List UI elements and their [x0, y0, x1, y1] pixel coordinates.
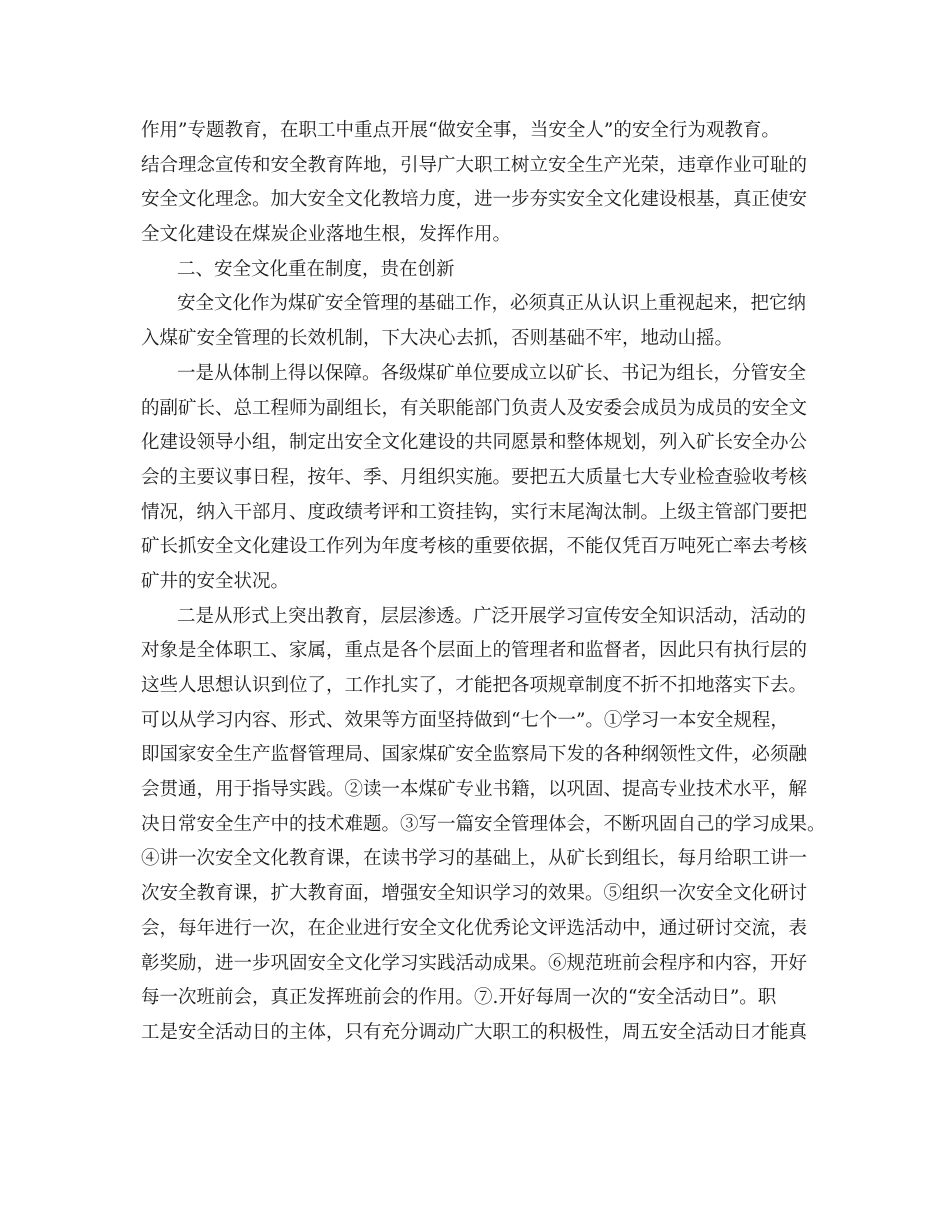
text-line: 决日常安全生产中的技术难题。③写一篇安全管理体会，不断巩固自己的学习成果。 [141, 813, 826, 835]
text-line: 入煤矿安全管理的长效机制，下大决心去抓，否则基础不牢，地动山摇。 [141, 328, 734, 350]
text-line: 安全文化理念。加大安全文化教培力度，进一步夯实安全文化建设根基，真正使安 [141, 189, 808, 211]
text-line: 情况，纳入干部月、度政绩考评和工资挂钩，实行末尾淘汰制。上级主管部门要把 [141, 501, 808, 523]
text-line: 矿井的安全状况。 [141, 570, 290, 592]
text-line: 一是从体制上得以保障。各级煤矿单位要成立以矿长、书记为组长，分管安全 [177, 362, 807, 384]
text-line: 即国家安全生产监督管理局、国家煤矿安全监察局下发的各种纲领性文件，必须融 [141, 744, 808, 766]
text-line: 可以从学习内容、形式、效果等方面坚持做到“七个一”。①学习一本安全规程， [141, 709, 789, 731]
text-line: 会贯通，用于指导实践。②读一本煤矿专业书籍，以巩固、提高专业技术水平，解 [141, 779, 808, 801]
text-line: 安全文化作为煤矿安全管理的基础工作，必须真正从认识上重视起来，把它纳 [177, 293, 807, 315]
text-line: 会，每年进行一次，在企业进行安全文化优秀论文评选活动中，通过研讨交流，表 [141, 917, 808, 939]
text-line: 作用”专题教育，在职工中重点开展“做安全事，当安全人”的安全行为观教育。 [141, 120, 780, 141]
body-text [141, 114, 831, 1051]
text-line: 彰奖励，进一步巩固安全文化学习实践活动成果。⑥规范班前会程序和内容，开好 [141, 952, 808, 974]
text-line: 工是安全活动日的主体，只有充分调动广大职工的积极性，周五安全活动日才能真 [141, 1021, 808, 1043]
text-line: 二、安全文化重在制度，贵在创新 [177, 258, 455, 280]
text-line: 化建设领导小组，制定出安全文化建设的共同愿景和整体规划，列入矿长安全办公 [141, 432, 808, 454]
text-line: 次安全教育课，扩大教育面，增强安全知识学习的效果。⑤组织一次安全文化研讨 [141, 883, 808, 905]
text-line: 的副矿长、总工程师为副组长，有关职能部门负责人及安委会成员为成员的安全文 [141, 397, 808, 419]
text-line: 对象是全体职工、家属，重点是各个层面上的管理者和监督者，因此只有执行层的 [141, 640, 808, 662]
text-line: 全文化建设在煤炭企业落地生根，发挥作用。 [141, 224, 512, 246]
text-line: 二是从形式上突出教育，层层渗透。广泛开展学习宣传安全知识活动，活动的 [177, 605, 807, 627]
text-line: 矿长抓安全文化建设工作列为年度考核的重要依据，不能仅凭百万吨死亡率去考核 [141, 536, 808, 558]
text-line: 这些人思想认识到位了，工作扎实了，才能把各项规章制度不折不扣地落实下去。 [141, 675, 808, 696]
text-line: 结合理念宣传和安全教育阵地，引导广大职工树立安全生产光荣，违章作业可耻的 [141, 154, 808, 176]
text-line: ④讲一次安全文化教育课，在读书学习的基础上，从矿长到组长，每月给职工讲一 [141, 848, 808, 870]
text-line: 每一次班前会，真正发挥班前会的作用。⑦.开好每周一次的“安全活动日”。职 [141, 987, 777, 1009]
text-line: 会的主要议事日程，按年、季、月组织实施。要把五大质量七大专业检查验收考核 [141, 466, 808, 488]
